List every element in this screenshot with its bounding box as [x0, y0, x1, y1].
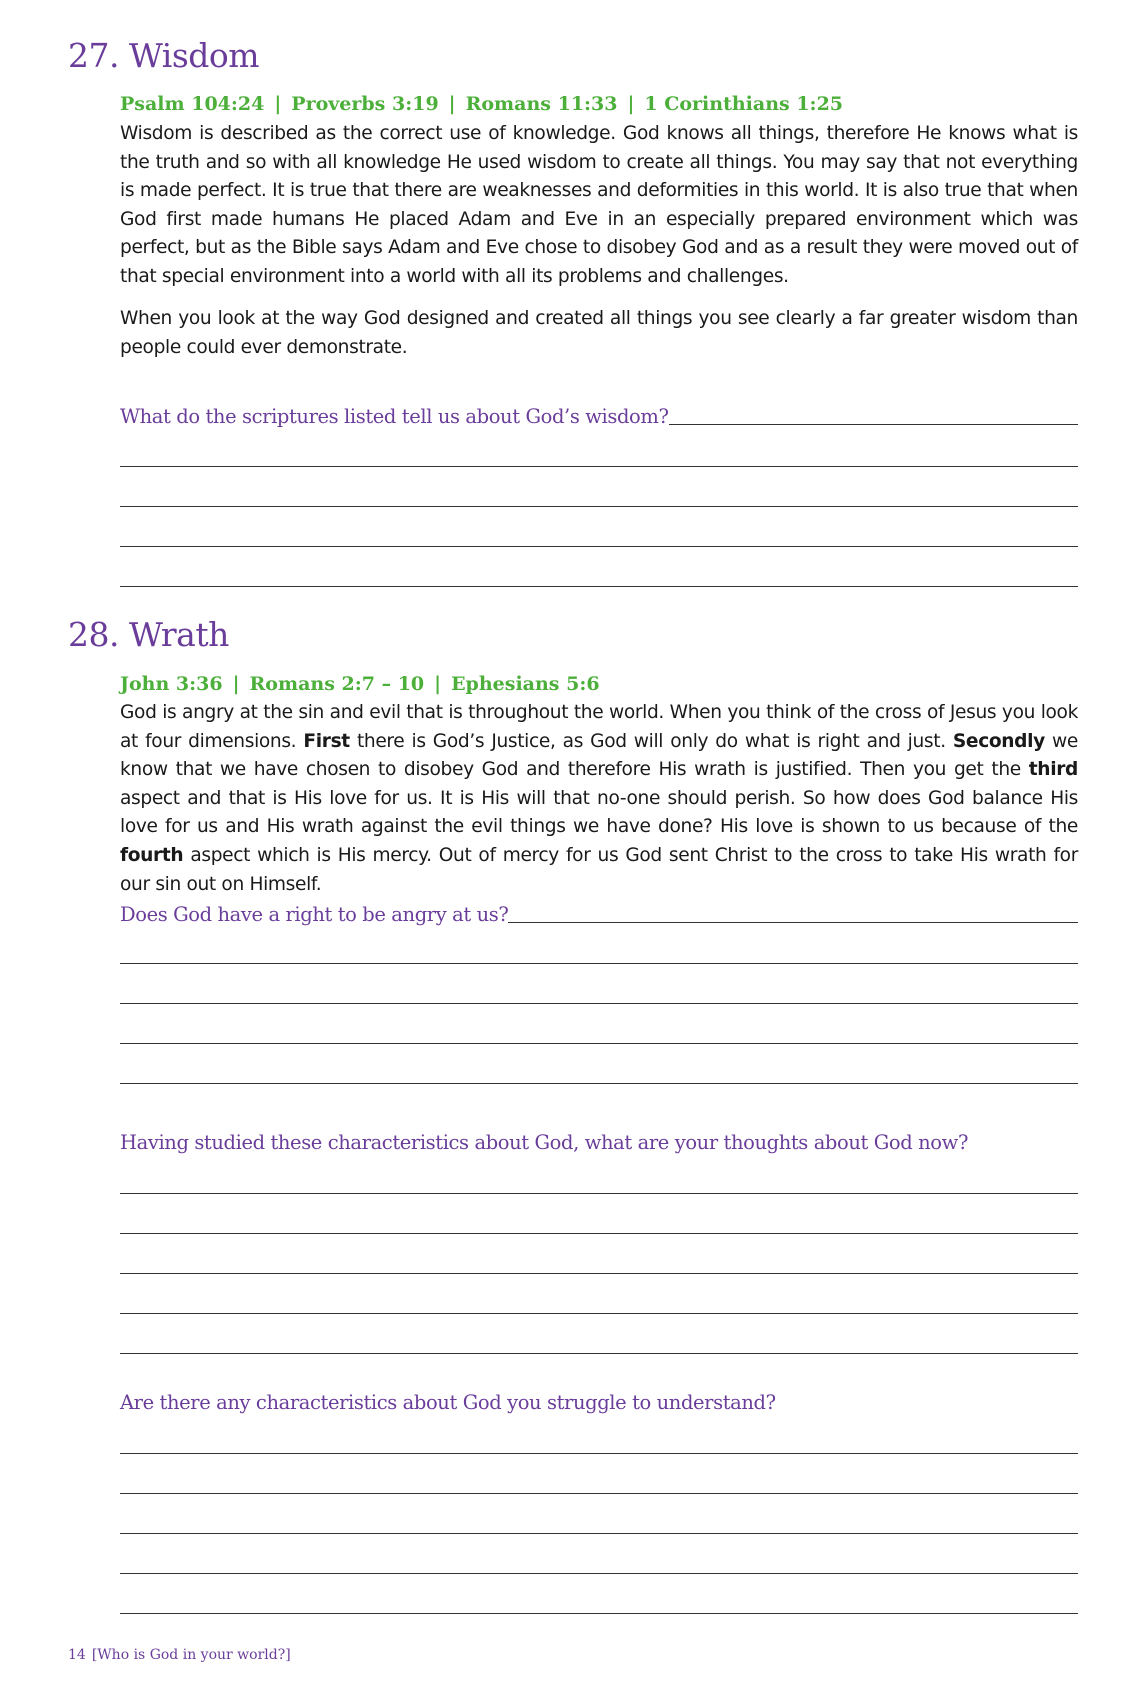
section-28-question-row	[120, 897, 1078, 927]
section-28-paragraph	[120, 699, 1078, 899]
answer-line[interactable]	[120, 1003, 1078, 1004]
scripture-reference: 1 Corinthians 1:25	[644, 93, 844, 115]
section-27-references	[120, 93, 843, 115]
answer-line[interactable]	[120, 546, 1078, 547]
reference-separator: |	[434, 673, 442, 695]
answer-line[interactable]	[120, 1453, 1078, 1454]
answer-line[interactable]	[120, 1573, 1078, 1574]
page-footer	[68, 1647, 291, 1663]
section-27-question-row	[120, 399, 1078, 429]
answer-line[interactable]	[120, 466, 1078, 467]
paragraph-text: there is God’s Justice, as God will only do what is right and just.	[349, 730, 953, 752]
answer-line[interactable]	[669, 423, 1078, 425]
paragraph-text: aspect which is His mercy. Out of mercy for us God sent Christ to the cross to take His wrath for our sin out on Himself.	[120, 844, 1078, 895]
reference-separator: |	[274, 93, 282, 115]
answer-line[interactable]	[120, 1533, 1078, 1534]
answer-line[interactable]	[120, 1353, 1078, 1354]
scripture-reference: Psalm 104:24	[120, 93, 265, 115]
reflection-question-2: Are there any characteristics about God you struggle to understand?	[120, 1391, 776, 1414]
answer-line[interactable]	[120, 1493, 1078, 1494]
scripture-reference: John 3:36	[120, 673, 223, 695]
book-title: [Who is God in your world?]	[91, 1647, 291, 1663]
answer-line[interactable]	[120, 586, 1078, 587]
answer-line[interactable]	[120, 1193, 1078, 1194]
paragraph-text: aspect and that is His love for us. It is His will that no-one should perish. So how does God balance His love for us and His wrath against the evil things we have done? His love is shown to us because of the	[120, 787, 1078, 838]
section-28-heading: 28. Wrath	[68, 615, 229, 654]
emphasis-secondly: Secondly	[952, 730, 1045, 752]
answer-line[interactable]	[120, 1273, 1078, 1274]
reflection-question-1-row	[120, 1125, 1078, 1155]
paragraph-text: we know that we have chosen to disobey God and therefore His wrath is justified. Then you get the	[120, 730, 1079, 781]
reference-separator: |	[232, 673, 240, 695]
answer-line[interactable]	[120, 963, 1078, 964]
emphasis-fourth: fourth	[120, 844, 184, 866]
paragraph-text: God is angry at the sin and evil that is throughout the world. When you think of the cross of Jesus you look at four dimensions.	[120, 702, 1078, 752]
answer-line[interactable]	[120, 506, 1078, 507]
scripture-reference: Ephesians 5:6	[451, 673, 600, 695]
section-27-paragraph-1: Wisdom is described as the correct use of knowledge. God knows all things, therefore He knows what is the truth and so with all knowledge He used wisdom to create all things. You may say that not everything is made perfect. It is true that there are weaknesses and deformities in this world. It is also true that when God first made humans He placed Adam and Eve in an especially prepared environment which was perfect, but as the Bible says Adam and Eve chose to disobey God and as a result they were moved out of that special environment into a world with all its problems and challenges.	[120, 123, 1078, 287]
scripture-reference: Proverbs 3:19	[291, 93, 439, 115]
answer-line[interactable]	[508, 921, 1078, 923]
emphasis-first: First	[303, 730, 350, 752]
section-27-heading: 27. Wisdom	[68, 36, 260, 75]
section-28-references	[120, 673, 600, 695]
page-number: 14	[68, 1647, 86, 1663]
reflection-question-2-row	[120, 1385, 1078, 1415]
answer-line[interactable]	[120, 1043, 1078, 1044]
reference-separator: |	[627, 93, 635, 115]
section-28-question: Does God have a right to be angry at us?	[120, 903, 509, 926]
answer-line[interactable]	[120, 1613, 1078, 1614]
emphasis-third: third	[1028, 759, 1078, 781]
scripture-reference: Romans 11:33	[465, 93, 618, 115]
answer-line[interactable]	[120, 1233, 1078, 1234]
answer-line[interactable]	[120, 1313, 1078, 1314]
section-27-paragraph-2: When you look at the way God designed and created all things you see clearly a far greater wisdom than people could ever demonstrate.	[120, 308, 1078, 358]
reflection-question-1: Having studied these characteristics about God, what are your thoughts about God now?	[120, 1131, 968, 1154]
scripture-reference: Romans 2:7 – 10	[249, 673, 425, 695]
reference-separator: |	[448, 93, 456, 115]
answer-line[interactable]	[120, 1083, 1078, 1084]
section-27-question: What do the scriptures listed tell us about God’s wisdom?	[120, 405, 669, 428]
